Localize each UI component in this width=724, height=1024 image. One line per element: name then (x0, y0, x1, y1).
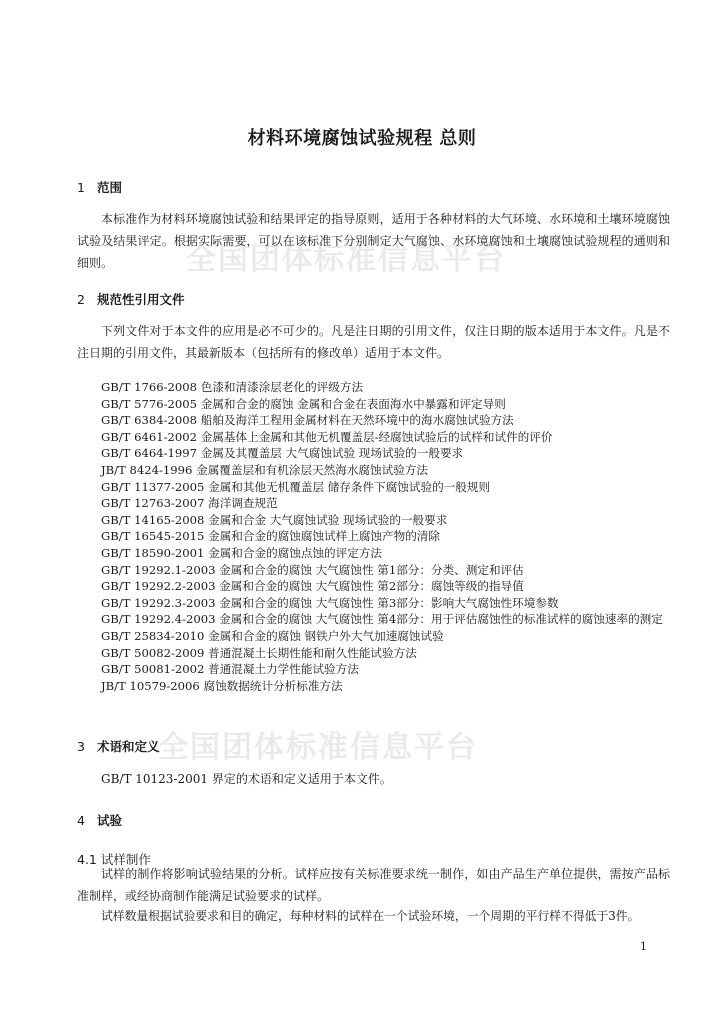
reference-item: GB/T 19292.2-2003 金属和合金的腐蚀 大气腐蚀性 第2部分：腐蚀等级的指导值 (101, 579, 524, 594)
section-4-1-paragraph-2: 试样数量根据试验要求和目的确定，每种材料的试样在一个试验环境，一个周期的平行样不得低于3件。 (101, 909, 640, 923)
section-4-1-paragraph-1: 试样的制作将影响试验结果的分析。试样应按有关标准要求统一制作，如由产品生产单位提供，需按产品标准制样，或经协商制作能满足试验要求的试样。 (77, 867, 670, 903)
reference-item: GB/T 14165-2008 金属和合金 大气腐蚀试验 现场试验的一般要求 (101, 512, 448, 527)
reference-item: GB/T 50081-2002 普通混凝土力学性能试验方法 (101, 662, 359, 677)
watermark-top: 全国团体标准信息平台 (186, 242, 506, 277)
section-4-heading (77, 811, 122, 829)
reference-item: GB/T 50082-2009 普通混凝土长期性能和耐久性能试验方法 (101, 645, 417, 660)
reference-item: GB/T 6461-2002 金属基体上金属和其他无机覆盖层-经腐蚀试验后的试样和试件的评价 (101, 429, 553, 444)
reference-item: GB/T 5776-2005 金属和合金的腐蚀 金属和合金在表面海水中暴露和评定导则 (101, 396, 506, 411)
section-2-number: 2 (77, 292, 85, 307)
document-title: 材料环境腐蚀试验规程 总则 (247, 128, 477, 149)
section-3-heading (77, 737, 160, 755)
section-1-number: 1 (77, 180, 85, 195)
reference-item: GB/T 1766-2008 色漆和清漆涂层老化的评级方法 (101, 380, 364, 394)
section-1-title: 范围 (97, 180, 123, 195)
page-number: 1 (640, 940, 647, 953)
reference-list (77, 379, 677, 694)
section-2-paragraph: 下列文件对于本文件的应用是必不可少的。凡是注日期的引用文件，仅注日期的版本适用于本文件。凡是不注日期的引用文件，其最新版本（包括所有的修改单）适用于本文件。 (77, 324, 670, 360)
reference-item: JB/T 10579-2006 腐蚀数据统计分析标准方法 (101, 678, 343, 693)
reference-item: GB/T 19292.1-2003 金属和合金的腐蚀 大气腐蚀性 第1部分：分类、测定和评估 (101, 562, 524, 577)
section-3-title: 术语和定义 (97, 739, 160, 754)
reference-item: GB/T 25834-2010 金属和合金的腐蚀 钢铁户外大气加速腐蚀试验 (101, 628, 444, 643)
section-4-number: 4 (77, 813, 85, 828)
reference-item: GB/T 16545-2015 金属和合金的腐蚀腐蚀试样上腐蚀产物的清除 (101, 529, 440, 544)
section-3-number: 3 (77, 739, 85, 754)
reference-item: GB/T 19292.3-2003 金属和合金的腐蚀 大气腐蚀性 第3部分：影响大气腐蚀性环境参数 (101, 595, 559, 610)
reference-item: GB/T 6384-2008 船舶及海洋工程用金属材料在天然环境中的海水腐蚀试验方法 (101, 413, 514, 428)
reference-item: GB/T 18590-2001 金属和合金的腐蚀点蚀的评定方法 (101, 545, 383, 560)
section-4-title: 试验 (97, 813, 123, 828)
section-1-heading (77, 178, 122, 196)
section-2-heading (77, 290, 185, 308)
reference-item: JB/T 8424-1996 金属覆盖层和有机涂层天然海水腐蚀试验方法 (101, 462, 428, 477)
section-2-title: 规范性引用文件 (97, 292, 185, 307)
reference-item: GB/T 12763-2007 海洋调查规范 (101, 496, 278, 511)
watermark-bottom: 全国团体标准信息平台 (158, 730, 478, 765)
section-3-paragraph: GB/T 10123-2001 界定的术语和定义适用于本文件。 (101, 772, 392, 786)
section-4-1-heading: 4.1 试样制作 (77, 852, 151, 867)
reference-item: GB/T 6464-1997 金属及其覆盖层 大气腐蚀试验 现场试验的一般要求 (101, 446, 464, 461)
section-1-paragraph: 本标准作为材料环境腐蚀试验和结果评定的指导原则，适用于各种材料的大气环境、水环境和土壤环境腐蚀试验及结果评定。根据实际需要，可以在该标准下分别制定大气腐蚀、水环境腐蚀和土壤腐蚀试验规程的通则和细则。 (77, 212, 670, 270)
reference-item: GB/T 11377-2005 金属和其他无机覆盖层 储存条件下腐蚀试验的一般规则 (101, 479, 491, 494)
reference-item: GB/T 19292.4-2003 金属和合金的腐蚀 大气腐蚀性 第4部分：用于评估腐蚀性的标准试样的腐蚀速率的测定 (101, 612, 663, 627)
